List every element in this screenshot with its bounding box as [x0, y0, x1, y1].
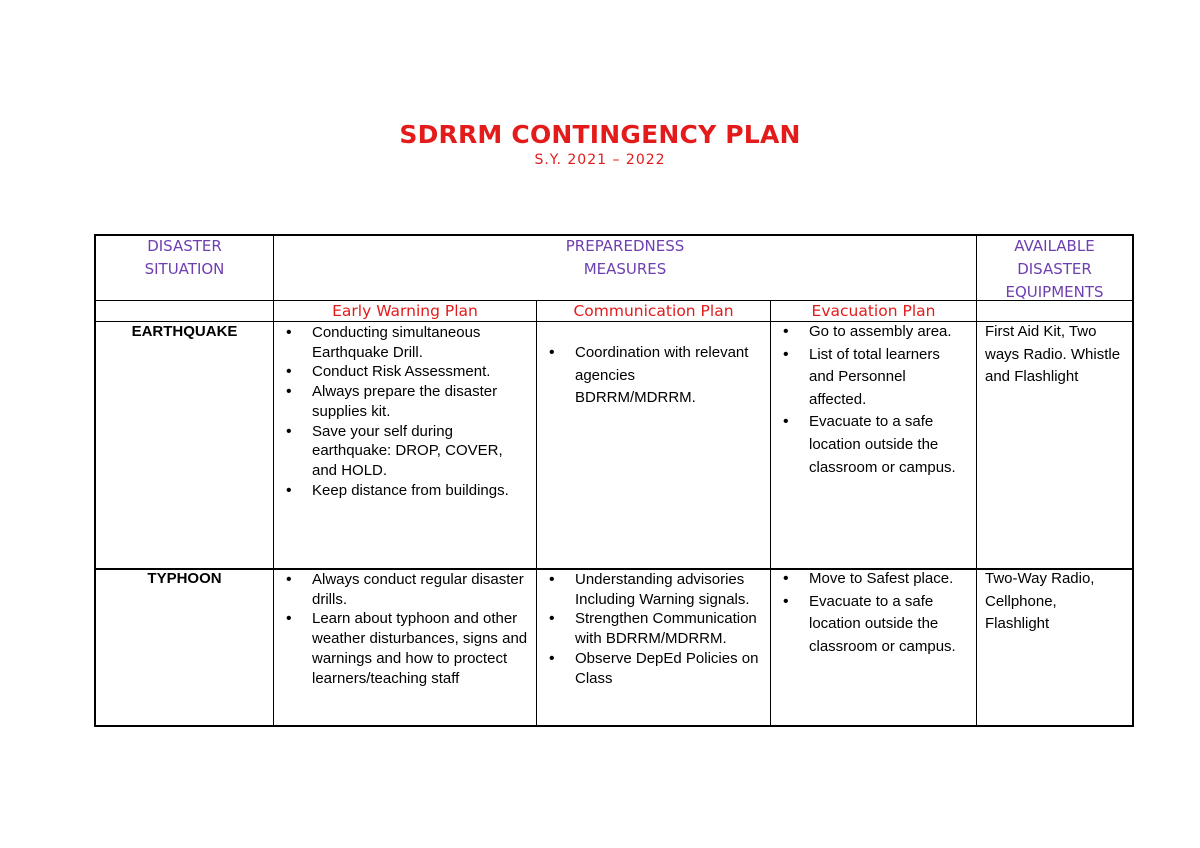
list-item: • Observe DepEd Policies on Class [537, 649, 760, 688]
header-text: EQUIPMENTS [1005, 283, 1104, 301]
row-typhoon-evacuation [771, 568, 976, 658]
list-item: • Learn about typhoon and other weather disturbances, signs and warnings and how to proctect learners/teaching staff [274, 609, 528, 688]
header-available-equipments [977, 235, 1132, 304]
row-earthquake-communication [537, 342, 770, 410]
header-text: DISASTER [147, 237, 222, 255]
list-item: • Evacuate to a safe location outside the classroom or campus. [771, 411, 966, 479]
row-earthquake-disaster: EARTHQUAKE [131, 323, 238, 340]
row-typhoon-disaster: TYPHOON [147, 570, 222, 587]
header-text: MEASURES [583, 260, 667, 278]
header-text: DISASTER [1017, 260, 1092, 278]
list-item: • Conduct Risk Assessment. [274, 362, 528, 382]
header-text: AVAILABLE [1014, 237, 1095, 255]
list-item: • Evacuate to a safe location outside the classroom or campus. [771, 591, 966, 659]
contingency-table [94, 234, 1134, 727]
subheader-early-warning: Early Warning Plan [332, 302, 478, 320]
page-title: SDRRM CONTINGENCY PLAN [399, 120, 801, 149]
row-typhoon-equipment: Two-Way Radio, Cellphone, Flashlight [985, 570, 1095, 633]
list-item: • Coordination with relevant agencies BDRRM/MDRRM. [537, 342, 760, 410]
list-item: • Keep distance from buildings. [274, 481, 528, 501]
table-border-bottom [94, 725, 1134, 727]
header-text: SITUATION [144, 260, 225, 278]
list-item: • Understanding advisories Including Warning signals. [537, 570, 760, 609]
row-typhoon-communication [537, 570, 770, 688]
row-earthquake-equipment: First Aid Kit, Two ways Radio. Whistle and Flashlight [985, 323, 1121, 386]
table-border-left [94, 234, 96, 727]
list-item: • Always conduct regular disaster drills. [274, 570, 528, 609]
header-text: PREPAREDNESS [565, 237, 685, 255]
list-item: • Move to Safest place. [771, 568, 966, 591]
list-item: • Conducting simultaneous Earthquake Drill. [274, 323, 528, 362]
list-item: • Go to assembly area. [771, 321, 966, 344]
list-item: • Save your self during earthquake: DROP, COVER, and HOLD. [274, 422, 528, 481]
list-item: • Strengthen Communication with BDRRM/MDRRM. [537, 609, 760, 648]
list-item: • List of total learners and Personnel affected. [771, 344, 966, 412]
header-disaster-situation [96, 235, 273, 281]
row-earthquake-early-warning [274, 323, 536, 500]
col-divider-4 [976, 234, 977, 727]
header-preparedness-measures [274, 235, 976, 281]
table-border-right [1132, 234, 1134, 727]
row-typhoon-early-warning [274, 570, 536, 688]
page-subtitle: S.Y. 2021 – 2022 [534, 152, 666, 168]
list-item: • Always prepare the disaster supplies kit. [274, 382, 528, 421]
row-earthquake-evacuation [771, 321, 976, 479]
subheader-evacuation: Evacuation Plan [811, 302, 936, 320]
subheader-communication: Communication Plan [573, 302, 734, 320]
